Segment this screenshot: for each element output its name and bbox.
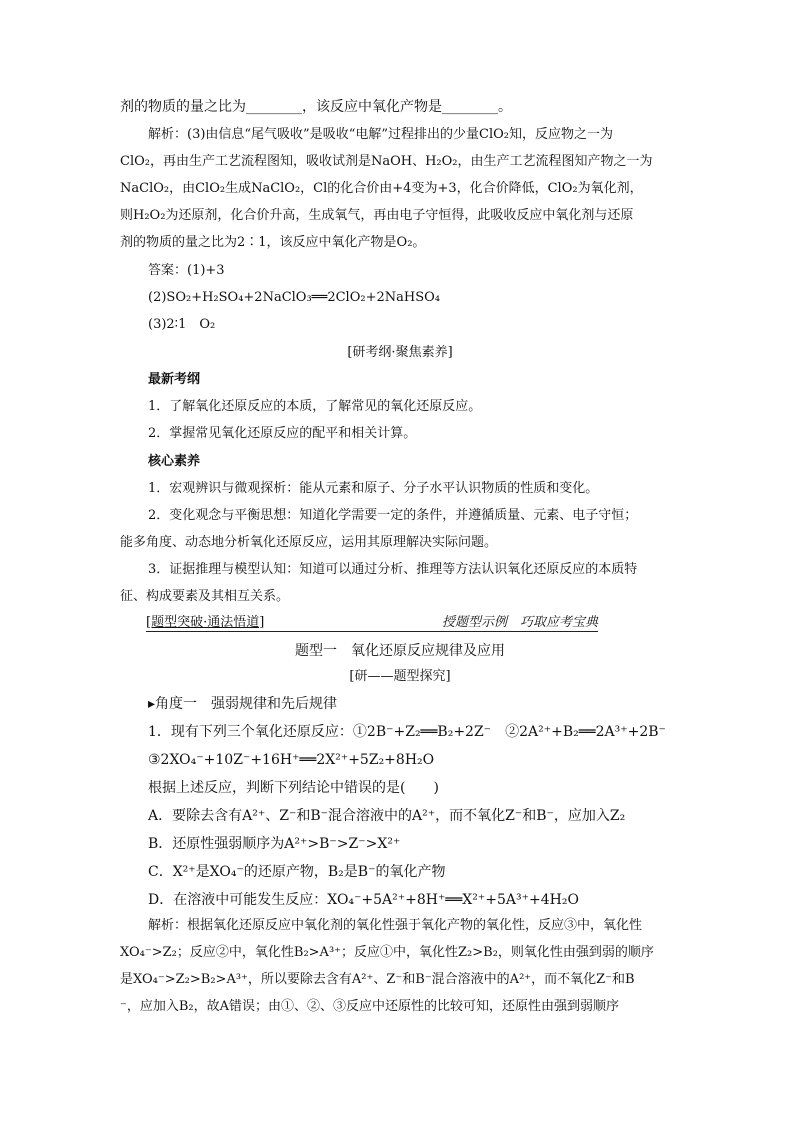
section-subheader: [研——题型探究] xyxy=(349,669,451,684)
analysis-line: 解析：根据氧化还原反应中氧化剂的氧化性强于氧化产物的氧化性，反应③中，氧化性 xyxy=(148,918,643,933)
text-line: 3．证据推理与模型认知：知道可以通过分析、推理等方法认识氧化还原反应的本质特 xyxy=(148,562,638,577)
text-line: 1．了解氧化还原反应的本质，了解常见的氧化还原反应。 xyxy=(148,399,482,414)
analysis-line: NaClO₂，由ClO₂生成NaClO₂，Cl的化合价由+4变为+3，化合价降低，ClO₂为氧化剂， xyxy=(120,181,643,196)
section-banner xyxy=(146,611,598,632)
answer-line: (3)2∶1 O₂ xyxy=(148,317,216,332)
subheading: 最新考纲 xyxy=(148,372,201,387)
text-line: 征、构成要素及其相互关系。 xyxy=(120,589,290,604)
section-header: [研考纲·聚焦素养] xyxy=(347,345,453,360)
text-line: 1．宏观辨识与微观探析：能从元素和原子、分子水平认识物质的性质和变化。 xyxy=(148,481,599,496)
banner-right-label: 授题型示例 巧取应考宝典 xyxy=(441,615,598,630)
subheading: 核心素养 xyxy=(148,454,201,469)
text-line: 2．变化观念与平衡思想：知道化学需要一定的条件，并遵循质量、元素、电子守恒； xyxy=(148,508,638,523)
text-line: 剂的物质的量之比为________，该反应中氧化产物是________。 xyxy=(120,99,512,115)
option-a: A．要除去含有A²⁺、Z⁻和B⁻混合溶液中的A²⁺，而不氧化Z⁻和B⁻，应加入Z₂ xyxy=(148,808,626,824)
analysis-line: 是XO₄⁻>Z₂>B₂>A³⁺，所以要除去含有A²⁺、Z⁻和B⁻混合溶液中的A²⁺，而不氧化Z⁻和B xyxy=(120,972,635,987)
question-line: ③2XO₄⁻+10Z⁻+16H⁺══2X²⁺+5Z₂+8H₂O xyxy=(148,752,435,768)
text-line: 2．掌握常见氧化还原反应的配平和相关计算。 xyxy=(148,426,417,441)
question-line: 根据上述反应，判断下列结论中错误的是( ) xyxy=(148,780,439,796)
analysis-line: 剂的物质的量之比为2∶1，该反应中氧化产物是O₂。 xyxy=(120,235,426,250)
analysis-line: ClO₂，再由生产工艺流程图知，吸收试剂是NaOH、H₂O₂，由生产工艺流程图知产物之一为 xyxy=(120,154,653,169)
text-line: 能多角度、动态地分析氧化还原反应，运用其原理解决实际问题。 xyxy=(120,535,498,550)
analysis-line: ⁻，应加入B₂，故A错误；由①、②、③反应中还原性的比较可知，还原性由强到弱顺序 xyxy=(120,999,620,1014)
option-c: C．X²⁺是XO₄⁻的还原产物，B₂是B⁻的氧化产物 xyxy=(148,864,446,880)
angle-heading: ▸角度一 强弱规律和先后规律 xyxy=(148,696,338,712)
answer-line: (2)SO₂+H₂SO₄+2NaClO₃══2ClO₂+2NaHSO₄ xyxy=(148,290,440,305)
answer-line: 答案：(1)+3 xyxy=(148,263,225,278)
question-line: 1．现有下列三个氧化还原反应：①2B⁻+Z₂══B₂+2Z⁻ ②2A²⁺+B₂══2A³⁺+2B⁻ xyxy=(148,724,666,740)
topic-title: 题型一 氧化还原反应规律及应用 xyxy=(295,643,505,659)
analysis-line: XO₄⁻>Z₂；反应②中，氧化性B₂>A³⁺；反应①中，氧化性Z₂>B₂，则氧化性由强到弱的顺序 xyxy=(120,945,654,960)
analysis-line: 则H₂O₂为还原剂，化合价升高，生成氧气，再由电子守恒得，此吸收反应中氧化剂与还原 xyxy=(120,208,634,223)
option-b: B．还原性强弱顺序为A²⁺>B⁻>Z⁻>X²⁺ xyxy=(148,836,401,852)
analysis-line: 解析：(3)由信息“尾气吸收”是吸收“电解”过程排出的少量ClO₂知，反应物之一为 xyxy=(148,127,613,142)
option-d: D．在溶液中可能发生反应：XO₄⁻+5A²⁺+8H⁺══X²⁺+5A³⁺+4H₂O xyxy=(148,892,579,908)
banner-left-label: [题型突破·通法悟道] xyxy=(146,615,265,630)
